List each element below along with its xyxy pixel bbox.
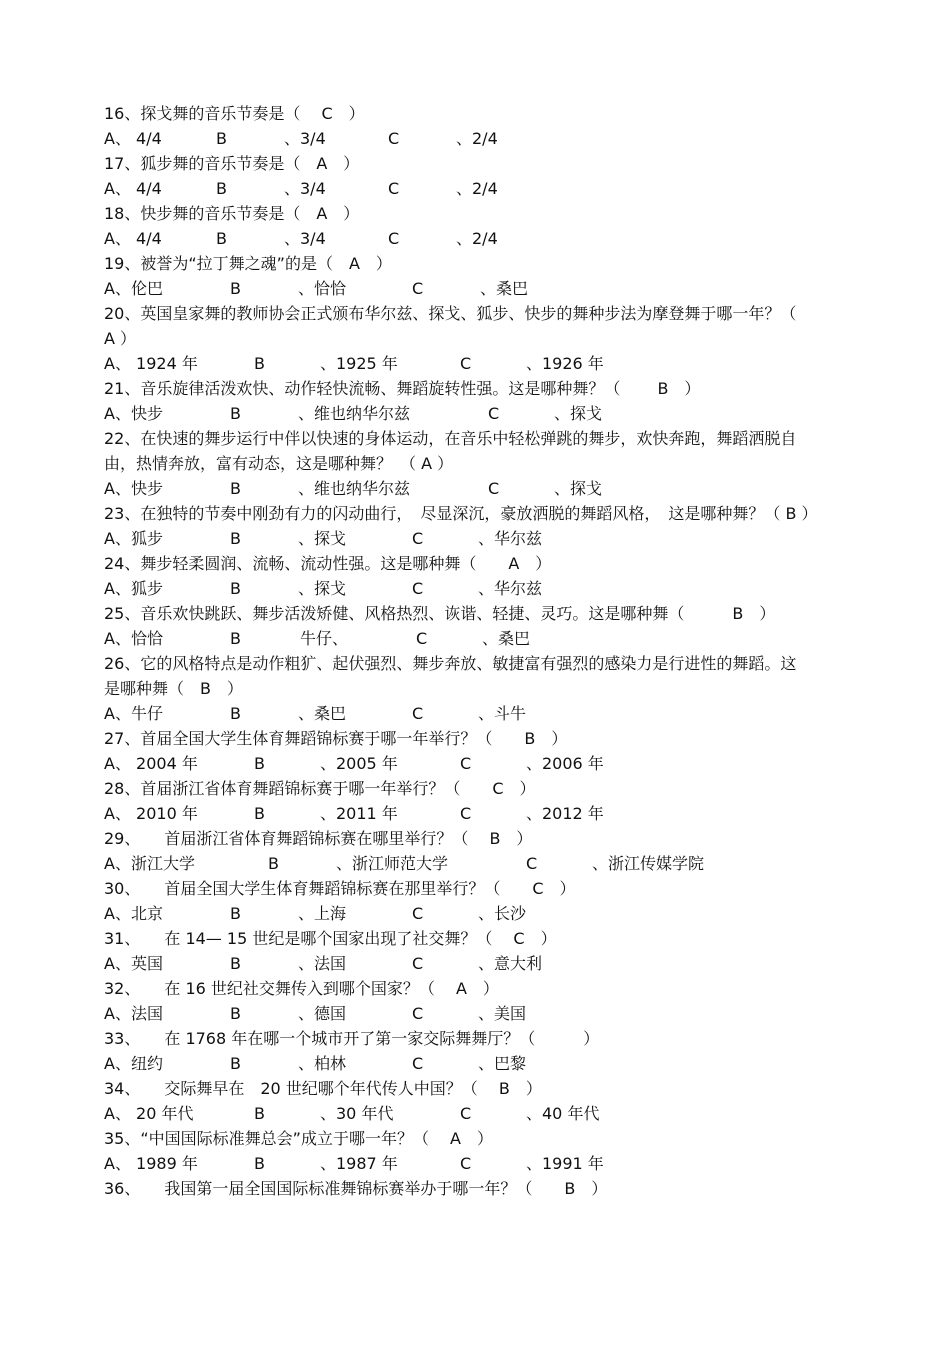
options-18 [104, 226, 844, 251]
option-b: 、30 年代 [320, 1104, 394, 1123]
option-c: 、华尔兹 [478, 529, 543, 548]
option-b-letter: B [230, 404, 241, 423]
question-29: 29、 首届浙江省体育舞蹈锦标赛在哪里举行？（ B ） [104, 829, 533, 848]
question-17: 17、狐步舞的音乐节奏是（ A ） [104, 154, 360, 173]
options-33 [104, 1051, 844, 1076]
options-21 [104, 401, 844, 426]
option-a: A、英国 [104, 954, 163, 973]
question-16: 16、探戈舞的音乐节奏是（ C ） [104, 104, 365, 123]
question-36: 36、 我国第一届全国国际标准舞锦标赛举办于哪一年？（ B ） [104, 1179, 608, 1198]
option-a: A、快步 [104, 479, 163, 498]
option-c-letter: C [388, 129, 400, 148]
option-c-letter: C [460, 1104, 472, 1123]
question-30: 30、 首届全国大学生体育舞蹈锦标赛在那里举行？（ C ） [104, 879, 576, 898]
option-a: A、狐步 [104, 579, 163, 598]
options-20 [104, 351, 844, 376]
options-16 [104, 126, 844, 151]
option-b-letter: B [230, 579, 241, 598]
question-28: 28、首届浙江省体育舞蹈锦标赛于哪一年举行？（ C ） [104, 779, 536, 798]
option-c-letter: C [460, 354, 472, 373]
option-b: 、桑巴 [298, 704, 347, 723]
option-b: 、1925 年 [320, 354, 398, 373]
options-25 [104, 626, 844, 651]
question-18: 18、快步舞的音乐节奏是（ A ） [104, 204, 360, 223]
option-c: 、2/4 [456, 229, 498, 248]
option-b: 、3/4 [284, 179, 326, 198]
option-b-letter: B [230, 1054, 241, 1073]
options-28 [104, 801, 844, 826]
option-c-letter: C [488, 479, 500, 498]
option-b: 、1987 年 [320, 1154, 398, 1173]
options-27 [104, 751, 844, 776]
question-34: 34、 交际舞早在 20 世纪哪个年代传人中国？（ B ） [104, 1079, 542, 1098]
option-c: 、2/4 [456, 129, 498, 148]
option-b: 、恰恰 [298, 279, 347, 298]
option-a: A、 20 年代 [104, 1104, 194, 1123]
option-b: 、2005 年 [320, 754, 398, 773]
option-b-letter: B [216, 129, 227, 148]
question-21: 21、音乐旋律活泼欢快、动作轻快流畅、舞蹈旋转性强。这是哪种舞？（ B ） [104, 379, 701, 398]
option-c: 、1991 年 [526, 1154, 604, 1173]
option-c-letter: C [412, 1054, 424, 1073]
question-19: 19、被誉为“拉丁舞之魂”的是（ A ） [104, 254, 392, 273]
option-b-letter: B [216, 229, 227, 248]
option-c-letter: C [416, 629, 428, 648]
option-a: A、伦巴 [104, 279, 163, 298]
options-22 [104, 476, 844, 501]
option-b-letter: B [230, 954, 241, 973]
option-b: 牛仔、 [300, 629, 349, 648]
option-c-letter: C [412, 904, 424, 923]
options-32 [104, 1001, 844, 1026]
option-b-letter: B [230, 629, 241, 648]
option-c-letter: C [460, 754, 472, 773]
option-c: 、2/4 [456, 179, 498, 198]
option-c: 、意大利 [478, 954, 543, 973]
option-b: 、探戈 [298, 579, 347, 598]
option-c: 、长沙 [478, 904, 527, 923]
option-b: 、维也纳华尔兹 [298, 479, 411, 498]
option-c: 、桑巴 [480, 279, 529, 298]
option-c: 、浙江传媒学院 [592, 854, 705, 873]
option-c-letter: C [412, 1004, 424, 1023]
option-c-letter: C [460, 1154, 472, 1173]
question-22: 22、在快速的舞步运行中伴以快速的身体运动，在音乐中轻松弹跳的舞步，欢快奔跑，舞蹈洒脱自由，热情奔放，富有动态，这是哪种舞？ （ A ） [104, 429, 797, 473]
option-c-letter: C [412, 704, 424, 723]
option-a: A、纽约 [104, 1054, 163, 1073]
options-31 [104, 951, 844, 976]
options-19 [104, 276, 844, 301]
option-b-letter: B [254, 754, 265, 773]
options-30 [104, 901, 844, 926]
option-a: A、 4/4 [104, 229, 162, 248]
option-b-letter: B [254, 1104, 265, 1123]
option-c-letter: C [412, 529, 424, 548]
question-20: 20、英国皇家舞的教师协会正式颁布华尔兹、探戈、狐步、快步的舞种步法为摩登舞于哪一年？（ A ） [104, 304, 797, 348]
options-17 [104, 176, 844, 201]
option-a: A、北京 [104, 904, 163, 923]
option-a: A、 4/4 [104, 179, 162, 198]
option-c: 、斗牛 [478, 704, 527, 723]
option-a: A、 2004 年 [104, 754, 198, 773]
option-a: A、牛仔 [104, 704, 163, 723]
option-a: A、法国 [104, 1004, 163, 1023]
options-23 [104, 526, 844, 551]
options-35 [104, 1151, 844, 1176]
option-c: 、2012 年 [526, 804, 604, 823]
option-c-letter: C [388, 179, 400, 198]
option-c: 、美国 [478, 1004, 527, 1023]
option-c: 、1926 年 [526, 354, 604, 373]
option-a: A、恰恰 [104, 629, 163, 648]
options-24 [104, 576, 844, 601]
option-c: 、40 年代 [526, 1104, 600, 1123]
question-26: 26、它的风格特点是动作粗犷、起伏强烈、舞步奔放、敏捷富有强烈的感染力是行进性的舞蹈。这是哪种舞（ B ） [104, 654, 797, 698]
question-31: 31、 在 14— 15 世纪是哪个国家出现了社交舞？（ C ） [104, 929, 557, 948]
option-b: 、探戈 [298, 529, 347, 548]
option-b: 、德国 [298, 1004, 347, 1023]
option-c-letter: C [388, 229, 400, 248]
option-b-letter: B [230, 529, 241, 548]
option-c: 、探戈 [554, 479, 603, 498]
option-b: 、浙江师范大学 [336, 854, 449, 873]
option-b-letter: B [254, 1154, 265, 1173]
option-c-letter: C [460, 804, 472, 823]
option-c: 、桑巴 [482, 629, 531, 648]
option-b: 、3/4 [284, 129, 326, 148]
option-a: A、快步 [104, 404, 163, 423]
option-a: A、 4/4 [104, 129, 162, 148]
option-b-letter: B [230, 279, 241, 298]
question-35: 35、“中国国际标准舞总会”成立于哪一年？（ A ） [104, 1129, 493, 1148]
question-33: 33、 在 1768 年在哪一个城市开了第一家交际舞舞厅？（ ） [104, 1029, 600, 1048]
option-b-letter: B [254, 354, 265, 373]
option-b: 、3/4 [284, 229, 326, 248]
question-27: 27、首届全国大学生体育舞蹈锦标赛于哪一年举行？（ B ） [104, 729, 568, 748]
question-32: 32、 在 16 世纪社交舞传入到哪个国家？（ A ） [104, 979, 499, 998]
option-c: 、巴黎 [478, 1054, 527, 1073]
option-b: 、法国 [298, 954, 347, 973]
options-26 [104, 701, 844, 726]
option-b-letter: B [230, 704, 241, 723]
option-b-letter: B [230, 1004, 241, 1023]
question-25: 25、音乐欢快跳跃、舞步活泼矫健、风格热烈、诙谐、轻捷、灵巧。这是哪种舞（ B ） [104, 604, 776, 623]
options-34 [104, 1101, 844, 1126]
question-24: 24、舞步轻柔圆润、流畅、流动性强。这是哪种舞（ A ） [104, 554, 552, 573]
option-c-letter: C [488, 404, 500, 423]
option-b: 、上海 [298, 904, 347, 923]
option-b-letter: B [254, 804, 265, 823]
question-list [104, 101, 844, 1201]
option-b-letter: B [230, 479, 241, 498]
option-b: 、柏林 [298, 1054, 347, 1073]
option-b: 、维也纳华尔兹 [298, 404, 411, 423]
option-c: 、华尔兹 [478, 579, 543, 598]
option-c-letter: C [526, 854, 538, 873]
question-23: 23、在独特的节奏中刚劲有力的闪动曲行， 尽显深沉，豪放洒脱的舞蹈风格， 这是哪种舞？（ B ） [104, 504, 818, 523]
option-a: A、 2010 年 [104, 804, 198, 823]
option-c: 、探戈 [554, 404, 603, 423]
option-c-letter: C [412, 579, 424, 598]
option-c: 、2006 年 [526, 754, 604, 773]
option-a: A、浙江大学 [104, 854, 195, 873]
option-b-letter: B [230, 904, 241, 923]
option-a: A、 1924 年 [104, 354, 198, 373]
options-29 [104, 851, 844, 876]
option-c-letter: C [412, 954, 424, 973]
option-c-letter: C [412, 279, 424, 298]
option-a: A、狐步 [104, 529, 163, 548]
option-b-letter: B [268, 854, 279, 873]
option-b-letter: B [216, 179, 227, 198]
option-b: 、2011 年 [320, 804, 398, 823]
option-a: A、 1989 年 [104, 1154, 198, 1173]
